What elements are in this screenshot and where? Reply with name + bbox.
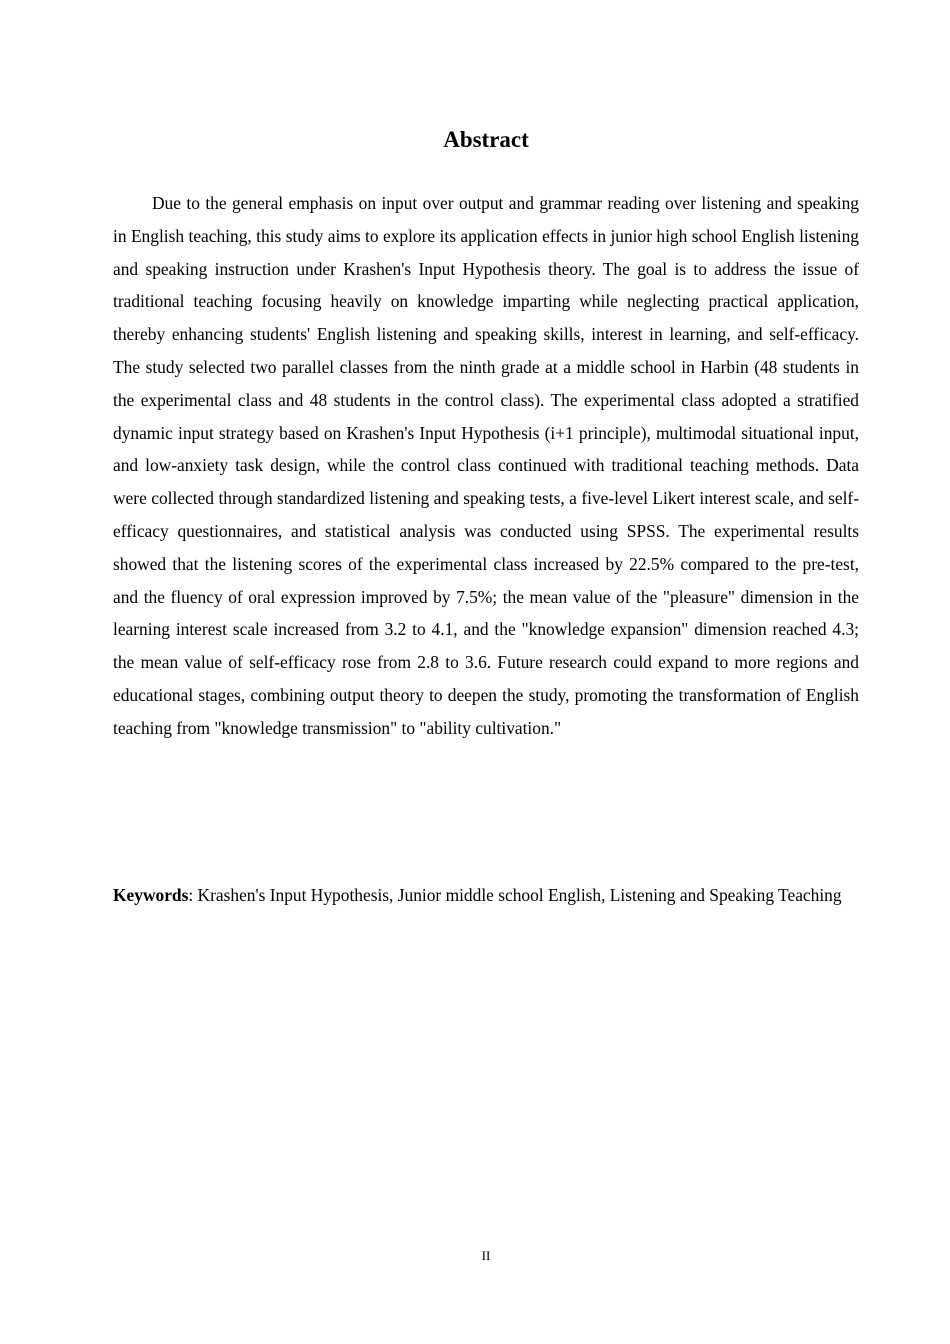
abstract-paragraph: Due to the general emphasis on input over output and grammar reading over listening and speaking in English teaching, this study aims to explore its application effects in junior high school English listening and speaking instruction under Krashen's Input Hypothesis theory. The goal is to address the issue of traditional teaching focusing heavily on knowledge imparting while neglecting practical application, thereby enhancing students' English listening and speaking skills, interest in learning, and self-efficacy. The study selected two parallel classes from the ninth grade at a middle school in Harbin (48 students in the experimental class and 48 students in the control class). The experimental class adopted a stratified dynamic input strategy based on Krashen's Input Hypothesis (i+1 principle), multimodal situational input, and low-anxiety task design, while the control class continued with traditional teaching methods. Data were collected through standardized listening and speaking tests, a five-level Likert interest scale, and self-efficacy questionnaires, and statistical analysis was conducted using SPSS. The experimental results showed that the listening scores of the experimental class increased by 22.5% compared to the pre-test, and the fluency of oral expression improved by 7.5%; the mean value of the "pleasure" dimension in the learning interest scale increased from 3.2 to 4.1, and the "knowledge expansion" dimension reached 4.3; the mean value of self-efficacy rose from 2.8 to 3.6. Future research could expand to more regions and educational stages, combining output theory to deepen the study, promoting the transformation of English teaching from "knowledge transmission" to "ability cultivation." xyxy=(113,193,859,738)
keywords-label: Keywords xyxy=(113,885,189,905)
abstract-heading: Abstract xyxy=(443,127,529,152)
keywords-separator: : xyxy=(188,885,198,905)
keywords-text: Krashen's Input Hypothesis, Junior middle school English, Listening and Speaking Teaching xyxy=(197,885,842,905)
page-number: II xyxy=(481,1248,491,1263)
keywords-paragraph xyxy=(113,879,859,911)
